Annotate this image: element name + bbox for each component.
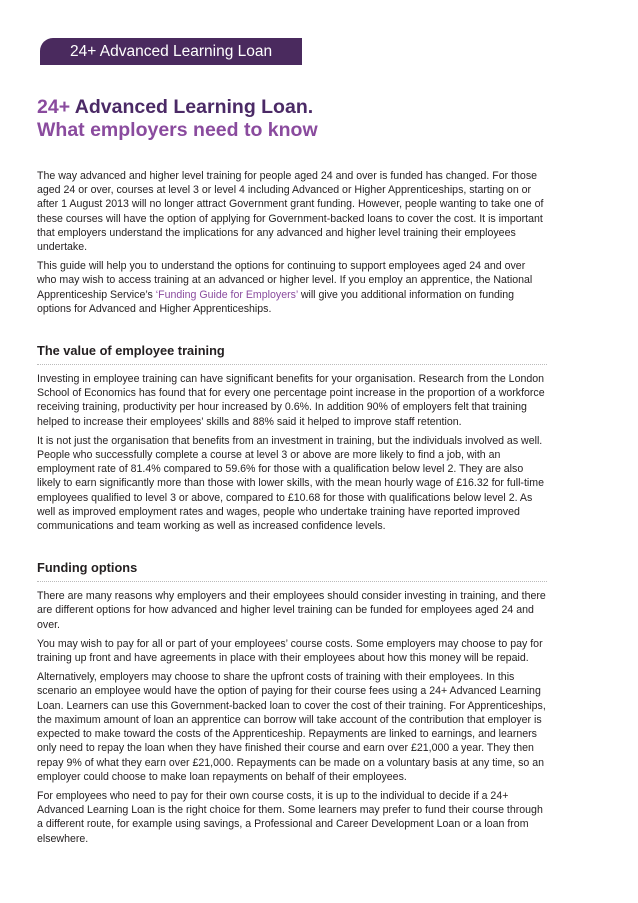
spacer [37, 538, 547, 560]
funding-guide-link[interactable]: ‘Funding Guide for Employers’ [155, 288, 298, 301]
intro-paragraph-1: The way advanced and higher level training for people aged 24 and over is funded has changed. For those aged 24 or over, courses at level 3 or level 4 including Advanced or Higher Apprenticeships, starting on or after 1 August 2013 will no longer attract Government grant funding. However, people wanting to take one of these courses will have the option of applying for Government-backed loans to cover the cost. It is important that employers understand the implications for any advanced and higher level training their employees undertake. [37, 170, 544, 254]
spacer [37, 321, 547, 343]
funding-paragraph-4: For employees who need to pay for their own course costs, it is up to the individual to decide if a 24+ Advanced Learning Loan is the right choice for them. Some learners may prefer to fund their course through a different route, for example using savings, a Professional and Career Development Loan or a loan from elsewhere. [37, 789, 543, 845]
intro-p2-text-b: will give you additional information on funding options for Advanced and Higher Apprenticeships. [37, 288, 515, 315]
section-heading-funding: Funding options [37, 560, 138, 576]
section-heading-value: The value of employee training [37, 343, 225, 359]
funding-paragraph-3: Alternatively, employers may choose to share the upfront costs of training with their employees. In this scenario an employee would have the option of paying for their course fees using a 24+ Advanced Learning Loan. Learners can use this Government-backed loan to cover the cost of their training. For Apprenticeships, the maximum amount of loan an apprentice can borrow will take account of the contribution that employer is expected to make toward the costs of the Apprenticeship. Repayments are linked to earnings, and learners only need to repay the loan when they have finished their course and earn over £21,000 a year. They then repay 9% of what they earn over £21,000. Repayments can be made on a voluntary basis at any time, so an employer could choose to make loan repayments on behalf of their employees. [37, 671, 546, 783]
intro-p2-text-a: This guide will help you to understand the options for continuing to support employees aged 24 and over who may wish to access training at an advanced or higher level. If you employ an apprentice, the National Apprenticeship Service’s [37, 260, 533, 301]
value-paragraph-2: It is not just the organisation that benefits from an investment in training, but the individuals involved as well. People who successfully complete a course at level 3 or above are more likely to find a job, with an employment rate of 81.4% compared to 59.6% for those with a qualification below level 2. They are also likely to earn significantly more than those with lower skills, with the mean hourly wage of £16.32 for full-time employees qualified to level 3 or above, compared to £10.68 for those with qualifications below level 2. As well as improved employment rates and wages, people who undertake training have reported improved communications and team working as well as increased confidence levels. [37, 434, 544, 533]
title-line1: Advanced Learning Loan. [70, 96, 314, 118]
intro-paragraph-2 [37, 259, 547, 316]
main-content [37, 169, 547, 851]
page-title [37, 96, 318, 142]
section-divider [37, 364, 547, 365]
funding-paragraph-1: There are many reasons why employers and their employees should consider investing in training, and there are different options for how advanced and higher level training can be funded for employees aged 24 and over. [37, 590, 546, 631]
funding-paragraph-2: You may wish to pay for all or part of your employees’ course costs. Some employers may choose to pay for training up front and have agreements in place with their employees about how this money will be repaid. [37, 637, 543, 665]
title-line2: What employers need to know [37, 119, 318, 141]
header-banner [40, 38, 302, 65]
banner-label: 24+ Advanced Learning Loan [70, 43, 273, 60]
value-paragraph-1: Investing in employee training can have significant benefits for your organisation. Research from the London School of Economics has found that for every one percentage point increase in the proportion of a workforce receiving training, productivity per hour increased by 0.6%. In addition 90% of employers felt that training helped to increase their employees’ skills and 88% said it helped to improve staff retention. [37, 373, 545, 428]
title-accent: 24+ [37, 96, 71, 118]
section-divider [37, 581, 547, 582]
